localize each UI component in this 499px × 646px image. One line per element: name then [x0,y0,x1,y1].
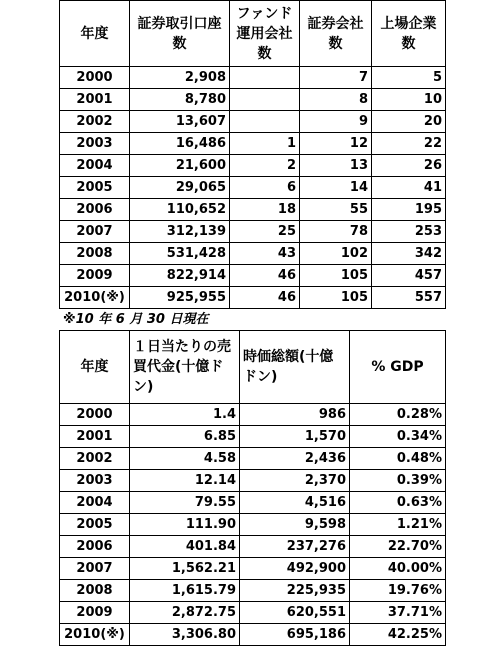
table-row [60,470,446,492]
value-cell: 22.70% [350,536,446,558]
value-cell: 2,908 [130,67,230,89]
table2-header-gdp-ratio: % GDP [350,331,446,404]
value-cell: 22 [372,133,446,155]
table1-header-securities-companies: 証券会社数 [300,1,372,67]
value-cell: 1,615.79 [130,580,240,602]
table2-header-row [60,331,446,404]
table1-header-year: 年度 [60,1,130,67]
value-cell: 4,516 [240,492,350,514]
year-cell: 2007 [60,558,130,580]
value-cell: 1 [230,133,300,155]
value-cell: 695,186 [240,624,350,646]
value-cell: 1,570 [240,426,350,448]
securities-market-table [59,0,446,309]
value-cell: 9 [300,111,372,133]
value-cell: 253 [372,221,446,243]
table-row [60,558,446,580]
value-cell: 225,935 [240,580,350,602]
value-cell: 16,486 [130,133,230,155]
value-cell: 3,306.80 [130,624,240,646]
value-cell: 55 [300,199,372,221]
year-cell: 2002 [60,448,130,470]
year-cell: 2000 [60,67,130,89]
table1-body [60,67,446,309]
table-row [60,221,446,243]
value-cell: 986 [240,404,350,426]
table-row [60,404,446,426]
year-cell: 2006 [60,199,130,221]
table2-header-daily-trading-value: １日当たりの売買代金(十億ドン) [130,331,240,404]
table1-header-listed-companies: 上場企業数 [372,1,446,67]
table-row [60,602,446,624]
year-cell: 2010(※) [60,287,130,309]
table-row [60,111,446,133]
value-cell: 620,551 [240,602,350,624]
value-cell: 457 [372,265,446,287]
value-cell: 8 [300,89,372,111]
value-cell: 2 [230,155,300,177]
year-cell: 2003 [60,470,130,492]
value-cell: 20 [372,111,446,133]
value-cell: 401.84 [130,536,240,558]
value-cell: 79.55 [130,492,240,514]
table-row [60,133,446,155]
table2-header-year: 年度 [60,331,130,404]
value-cell: 19.76% [350,580,446,602]
table-row [60,89,446,111]
year-cell: 2003 [60,133,130,155]
value-cell: 4.58 [130,448,240,470]
value-cell: 7 [300,67,372,89]
trading-market-cap-table [59,330,446,646]
value-cell: 42.25% [350,624,446,646]
value-cell: 195 [372,199,446,221]
value-cell: 13,607 [130,111,230,133]
year-cell: 2007 [60,221,130,243]
date-note: ※10 年 6 月 30 日現在 [63,312,209,327]
value-cell: 21,600 [130,155,230,177]
value-cell: 1,562.21 [130,558,240,580]
table-row [60,448,446,470]
table1-header-row [60,1,446,67]
value-cell: 312,139 [130,221,230,243]
year-cell: 2008 [60,243,130,265]
value-cell: 5 [372,67,446,89]
value-cell: 46 [230,287,300,309]
table2-body [60,404,446,646]
table1-header-fund-companies: ファンド運用会社数 [230,1,300,67]
year-cell: 2000 [60,404,130,426]
value-cell: 105 [300,265,372,287]
table1-header-accounts: 証券取引口座数 [130,1,230,67]
table2-header-market-cap: 時価総額(十億ドン) [240,331,350,404]
value-cell: 0.28% [350,404,446,426]
year-cell: 2001 [60,426,130,448]
table-row [60,155,446,177]
value-cell [230,111,300,133]
value-cell: 13 [300,155,372,177]
value-cell [230,67,300,89]
value-cell: 29,065 [130,177,230,199]
year-cell: 2008 [60,580,130,602]
value-cell: 25 [230,221,300,243]
year-cell: 2004 [60,492,130,514]
value-cell: 12 [300,133,372,155]
value-cell: 105 [300,287,372,309]
value-cell: 342 [372,243,446,265]
year-cell: 2002 [60,111,130,133]
value-cell: 557 [372,287,446,309]
table-row [60,536,446,558]
year-cell: 2005 [60,514,130,536]
table-row [60,514,446,536]
value-cell: 6 [230,177,300,199]
table-row [60,265,446,287]
table-row [60,624,446,646]
table-row [60,177,446,199]
value-cell: 9,598 [240,514,350,536]
year-cell: 2005 [60,177,130,199]
value-cell: 43 [230,243,300,265]
year-cell: 2009 [60,265,130,287]
value-cell: 0.34% [350,426,446,448]
value-cell: 18 [230,199,300,221]
value-cell: 110,652 [130,199,230,221]
value-cell: 531,428 [130,243,230,265]
value-cell: 2,370 [240,470,350,492]
value-cell: 2,436 [240,448,350,470]
value-cell: 0.39% [350,470,446,492]
table-row [60,243,446,265]
table-row [60,492,446,514]
year-cell: 2009 [60,602,130,624]
value-cell: 6.85 [130,426,240,448]
value-cell: 0.48% [350,448,446,470]
value-cell: 37.71% [350,602,446,624]
table-row [60,199,446,221]
value-cell: 822,914 [130,265,230,287]
value-cell: 41 [372,177,446,199]
value-cell: 2,872.75 [130,602,240,624]
value-cell: 26 [372,155,446,177]
table-row [60,426,446,448]
value-cell: 492,900 [240,558,350,580]
value-cell: 12.14 [130,470,240,492]
year-cell: 2004 [60,155,130,177]
value-cell: 925,955 [130,287,230,309]
value-cell: 111.90 [130,514,240,536]
value-cell: 14 [300,177,372,199]
value-cell: 0.63% [350,492,446,514]
year-cell: 2010(※) [60,624,130,646]
value-cell: 8,780 [130,89,230,111]
value-cell: 1.4 [130,404,240,426]
document-page [59,0,445,646]
year-cell: 2006 [60,536,130,558]
value-cell: 10 [372,89,446,111]
value-cell: 40.00% [350,558,446,580]
value-cell: 1.21% [350,514,446,536]
value-cell: 46 [230,265,300,287]
value-cell [230,89,300,111]
year-cell: 2001 [60,89,130,111]
value-cell: 237,276 [240,536,350,558]
table-row [60,580,446,602]
value-cell: 78 [300,221,372,243]
value-cell: 102 [300,243,372,265]
table-row [60,287,446,309]
table-row [60,67,446,89]
